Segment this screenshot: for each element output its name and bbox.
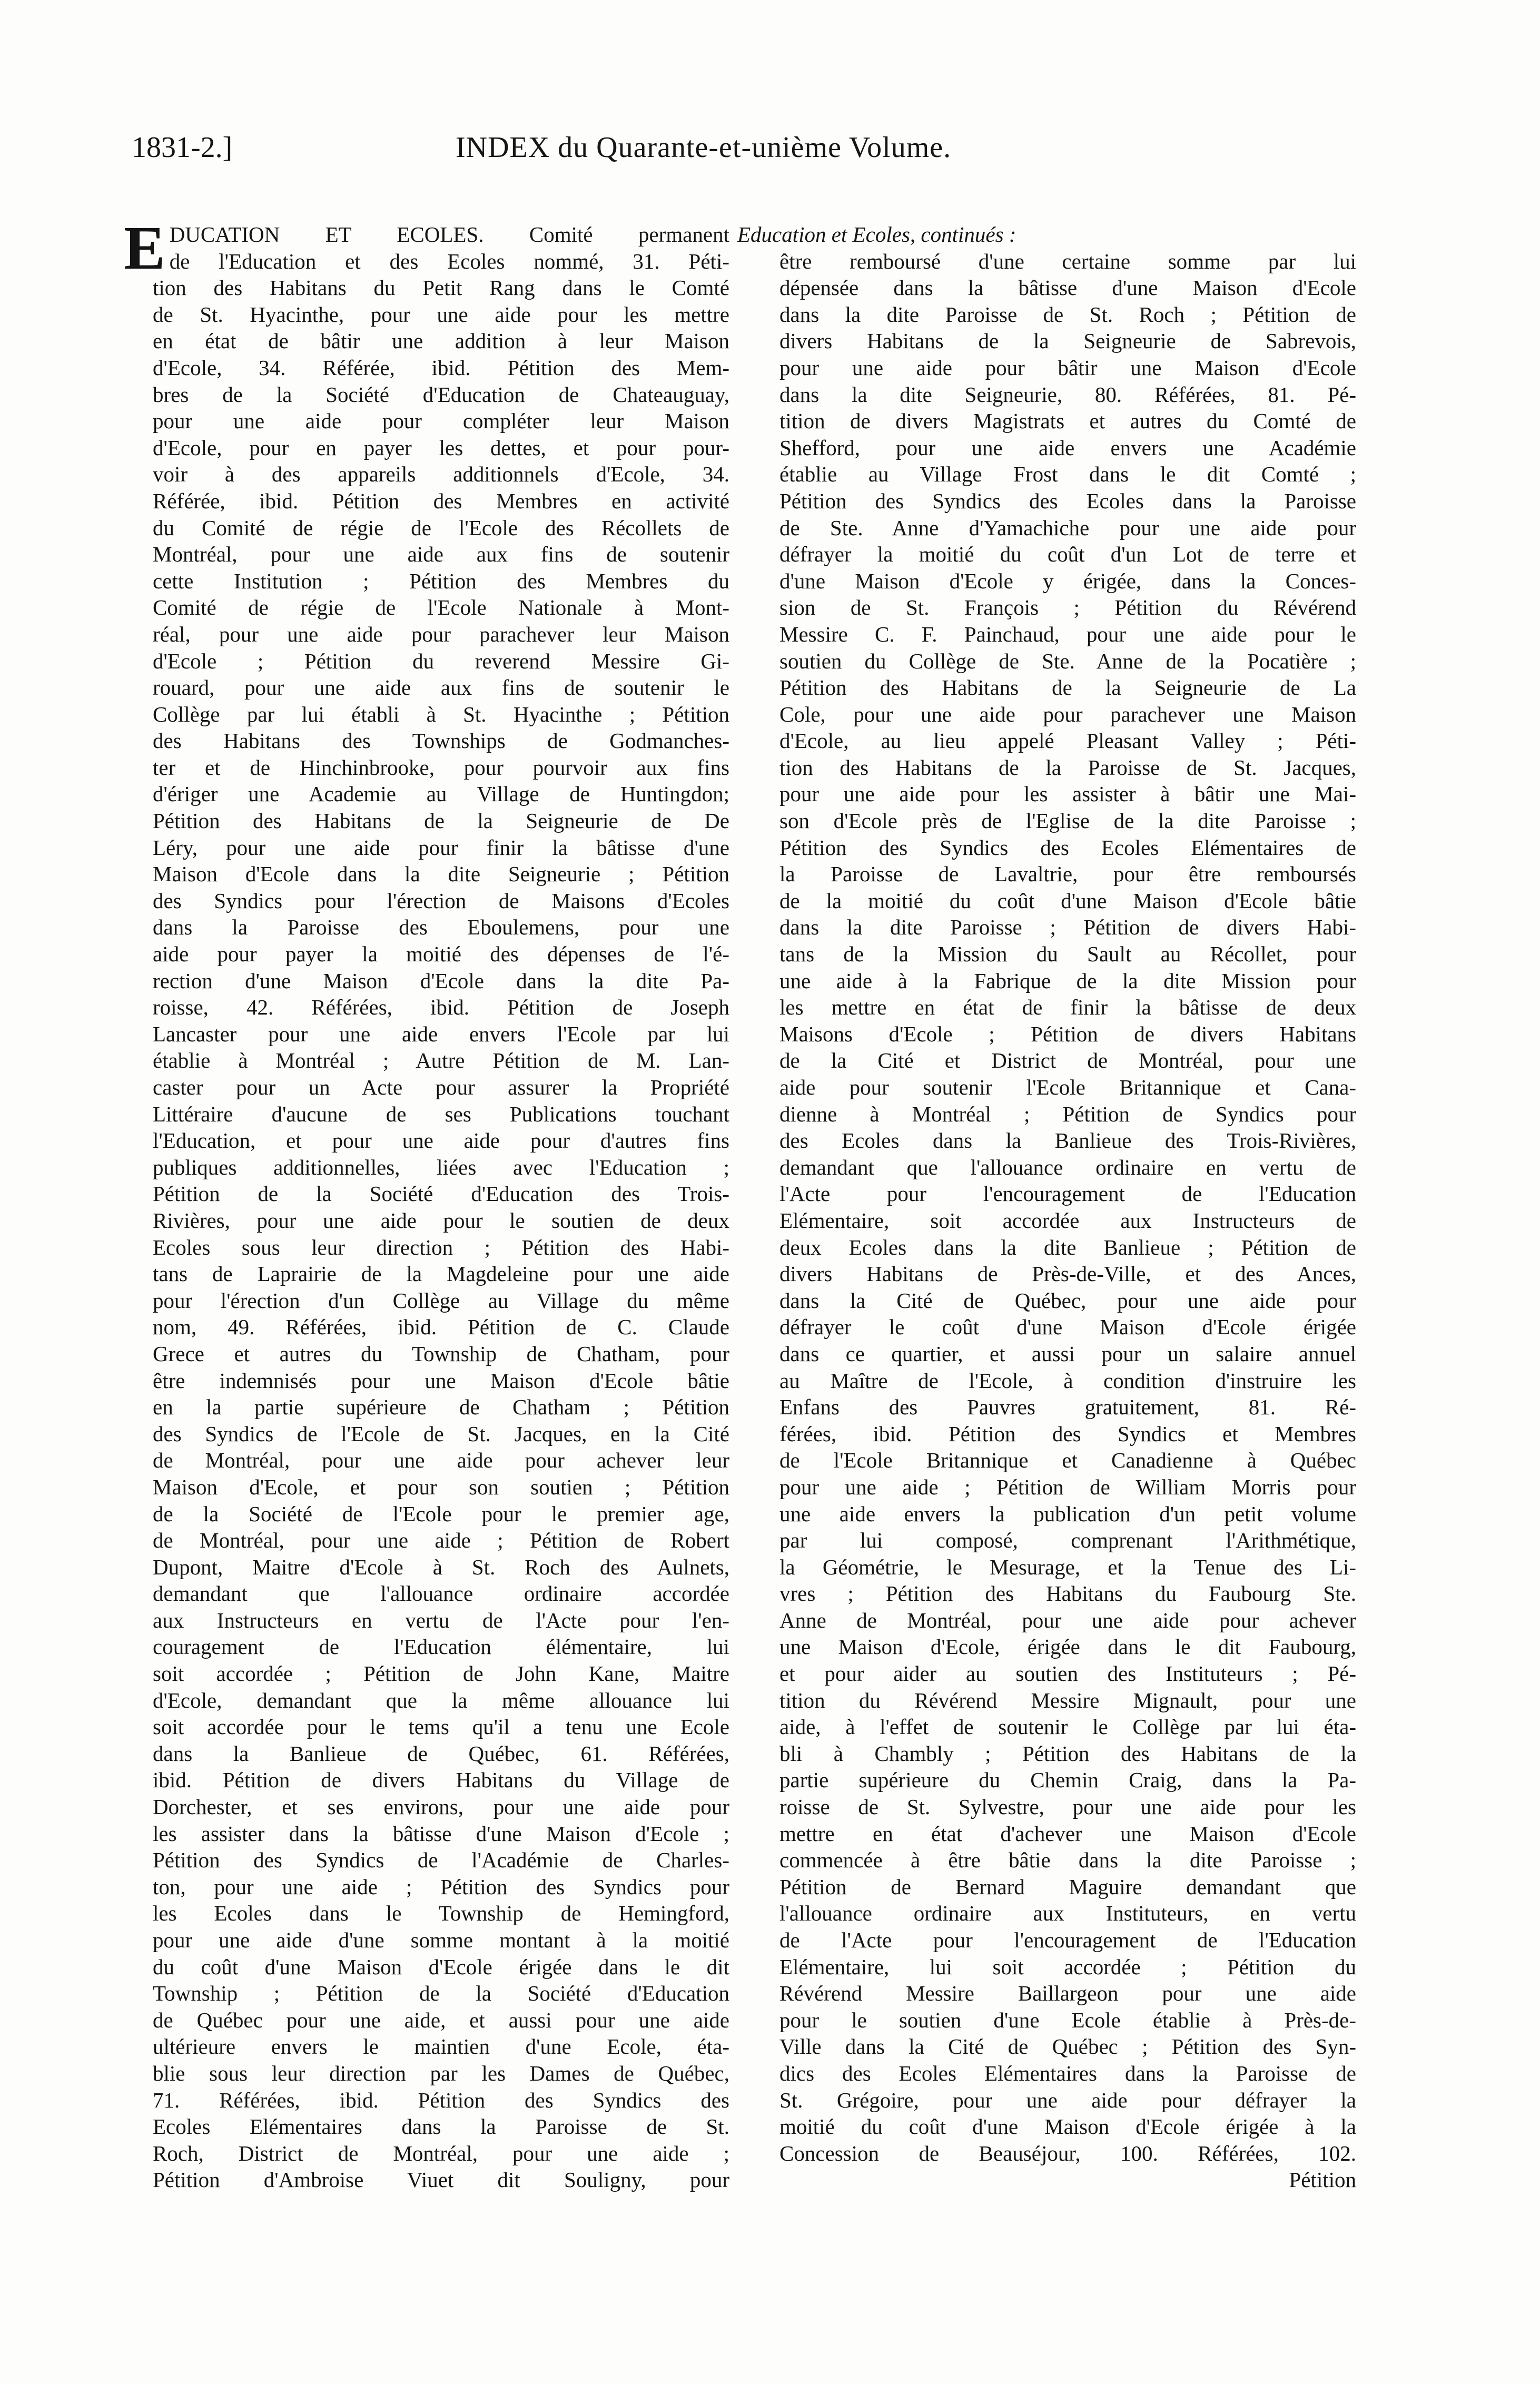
index-line: des Syndics de l'Ecole de St. Jacques, en la Cité bbox=[153, 1421, 729, 1446]
index-line: de la Cité et District de Montréal, pour une bbox=[779, 1048, 1356, 1073]
index-line: dans la Cité de Québec, pour une aide pour bbox=[779, 1288, 1356, 1313]
index-line: les mettre en état de finir la bâtisse de deux bbox=[779, 995, 1356, 1020]
index-line: ultérieure envers le maintien d'une Ecole, éta- bbox=[153, 2034, 729, 2059]
index-line: être indemnisés pour une Maison d'Ecole bâtie bbox=[153, 1368, 729, 1393]
index-line: pour une aide pour les assister à bâtir une Mai- bbox=[779, 782, 1356, 806]
index-line: Maisons d'Ecole ; Pétition de divers Habitans bbox=[779, 1021, 1356, 1046]
index-line: pour l'érection d'un Collège au Village du même bbox=[153, 1288, 729, 1313]
index-line: Pétition de la Société d'Education des Trois- bbox=[153, 1181, 729, 1206]
index-line: de St. Hyacinthe, pour une aide pour les mettre bbox=[153, 302, 729, 327]
index-line: mettre en état d'achever une Maison d'Ecole bbox=[779, 1821, 1356, 1846]
index-line: une aide à la Fabrique de la dite Mission pour bbox=[779, 968, 1356, 993]
index-line: dans la dite Paroisse de St. Roch ; Pétition de bbox=[779, 302, 1356, 327]
page-header bbox=[132, 126, 1401, 174]
index-line: de la Société de l'Ecole pour le premier age, bbox=[153, 1501, 729, 1526]
index-line: pour le soutien d'une Ecole établie à Près-de- bbox=[779, 2007, 1356, 2032]
index-line: bli à Chambly ; Pétition des Habitans de la bbox=[779, 1741, 1356, 1766]
index-line: Dorchester, et ses environs, pour une aide pour bbox=[153, 1795, 729, 1819]
index-line: de l'Ecole Britannique et Canadienne à Québec bbox=[779, 1448, 1356, 1473]
index-line: 71. Référées, ibid. Pétition des Syndics des bbox=[153, 2087, 729, 2112]
index-line: dans la dite Seigneurie, 80. Référées, 81. Pé- bbox=[779, 382, 1356, 407]
index-line: partie supérieure du Chemin Craig, dans la Pa- bbox=[779, 1768, 1356, 1793]
index-line: Elémentaire, soit accordée aux Instructeurs de bbox=[779, 1208, 1356, 1233]
index-line: être remboursé d'une certaine somme par lui bbox=[779, 249, 1356, 273]
index-line: Enfans des Pauvres gratuitement, 81. Ré- bbox=[779, 1395, 1356, 1420]
index-line: la Paroisse de Lavaltrie, pour être remboursés bbox=[779, 862, 1356, 887]
index-line: couragement de l'Education élémentaire, lui bbox=[153, 1634, 729, 1659]
index-line: de Montréal, pour une aide ; Pétition de Robert bbox=[153, 1528, 729, 1553]
index-line: Concession de Beauséjour, 100. Référées, 102. bbox=[779, 2141, 1356, 2165]
index-line: l'allouance ordinaire aux Instituteurs, en vertu bbox=[779, 1901, 1356, 1926]
index-line: sion de St. François ; Pétition du Révérend bbox=[779, 595, 1356, 620]
index-line: Littéraire d'aucune de ses Publications touchant bbox=[153, 1101, 729, 1126]
index-line: aide, à l'effet de soutenir le Collège par lui éta- bbox=[779, 1715, 1356, 1739]
index-line: d'Ecole, demandant que la même allouance lui bbox=[153, 1688, 729, 1712]
index-line: tans de Laprairie de la Magdeleine pour une aide bbox=[153, 1262, 729, 1286]
index-line: vres ; Pétition des Habitans du Faubourg Ste. bbox=[779, 1581, 1356, 1606]
index-line: Pétition d'Ambroise Viuet dit Souligny, pour bbox=[153, 2168, 729, 2192]
index-line: ibid. Pétition de divers Habitans du Village de bbox=[153, 1768, 729, 1793]
index-line: bres de la Société d'Education de Chateauguay, bbox=[153, 382, 729, 407]
index-line: de l'Acte pour l'encouragement de l'Education bbox=[779, 1928, 1356, 1952]
index-line: réal, pour une aide pour parachever leur Maison bbox=[153, 622, 729, 646]
index-line: Pétition des Syndics des Ecoles dans la Paroisse bbox=[779, 488, 1356, 513]
index-line: Révérend Messire Baillargeon pour une aide bbox=[779, 1981, 1356, 2006]
index-line: Maison d'Ecole, et pour son soutien ; Pétition bbox=[153, 1474, 729, 1499]
index-line: dans la Banlieue de Québec, 61. Référées, bbox=[153, 1741, 729, 1766]
index-line: Cole, pour une aide pour parachever une Maison bbox=[779, 702, 1356, 726]
index-line: une aide envers la publication d'un petit volume bbox=[779, 1501, 1356, 1526]
index-line: au Maître de l'Ecole, à condition d'instruire les bbox=[779, 1368, 1356, 1393]
index-line: et pour aider au soutien des Instituteurs ; Pé- bbox=[779, 1661, 1356, 1686]
index-line: férées, ibid. Pétition des Syndics et Membres bbox=[779, 1421, 1356, 1446]
index-line: blie sous leur direction par les Dames de Québec, bbox=[153, 2061, 729, 2085]
index-line: Pétition des Syndics des Ecoles Elémentaires de bbox=[779, 835, 1356, 860]
index-line: d'Ecole, au lieu appelé Pleasant Valley ; Péti- bbox=[779, 728, 1356, 753]
index-line: ter et de Hinchinbrooke, pour pourvoir aux fins bbox=[153, 755, 729, 780]
index-line: dienne à Montréal ; Pétition de Syndics pour bbox=[779, 1101, 1356, 1126]
index-line: soutien du Collège de Ste. Anne de la Pocatière ; bbox=[779, 648, 1356, 673]
page-title: INDEX du Quarante-et-unième Volume. bbox=[456, 131, 952, 164]
index-line: dépensée dans la bâtisse d'une Maison d'Ecole bbox=[779, 275, 1356, 300]
index-line: d'ériger une Academie au Village de Huntingdon; bbox=[153, 782, 729, 806]
index-line: Ecoles Elémentaires dans la Paroisse de St. bbox=[153, 2114, 729, 2139]
index-line: Référée, ibid. Pétition des Membres en activité bbox=[153, 488, 729, 513]
index-line: des Habitans des Townships de Godmanches- bbox=[153, 728, 729, 753]
index-line: Elémentaire, lui soit accordée ; Pétition du bbox=[779, 1954, 1356, 1979]
index-line: Ecoles sous leur direction ; Pétition des Habi- bbox=[153, 1235, 729, 1259]
index-line: d'Ecole ; Pétition du reverend Messire Gi- bbox=[153, 648, 729, 673]
index-line: divers Habitans de Près-de-Ville, et des Ances, bbox=[779, 1262, 1356, 1286]
index-line: défrayer la moitié du coût d'un Lot de terre et bbox=[779, 542, 1356, 567]
index-line: rection d'une Maison d'Ecole dans la dite Pa- bbox=[153, 968, 729, 993]
index-line: établie à Montréal ; Autre Pétition de M. Lan- bbox=[153, 1048, 729, 1073]
index-line: caster pour un Acte pour assurer la Propriété bbox=[153, 1075, 729, 1099]
index-line: voir à des appareils additionnels d'Ecole, 34. bbox=[153, 462, 729, 487]
index-line: en la partie supérieure de Chatham ; Pétition bbox=[153, 1395, 729, 1420]
index-line: une Maison d'Ecole, érigée dans le dit Faubourg, bbox=[779, 1634, 1356, 1659]
index-line: de Ste. Anne d'Yamachiche pour une aide pour bbox=[779, 515, 1356, 540]
index-line: dans la dite Paroisse ; Pétition de divers Habi- bbox=[779, 915, 1356, 940]
index-line: des Ecoles dans la Banlieue des Trois-Rivières, bbox=[779, 1128, 1356, 1153]
index-line: tition du Révérend Messire Mignault, pour une bbox=[779, 1688, 1356, 1712]
index-line: la Géométrie, le Mesurage, et la Tenue des Li- bbox=[779, 1554, 1356, 1579]
index-line: rouard, pour une aide aux fins de soutenir le bbox=[153, 675, 729, 700]
index-line: moitié du coût d'une Maison d'Ecole érigée à la bbox=[779, 2114, 1356, 2139]
index-line: Pétition des Habitans de la Seigneurie de De bbox=[153, 809, 729, 833]
index-line: des Syndics pour l'érection de Maisons d'Ecoles bbox=[153, 888, 729, 913]
continuation-heading bbox=[737, 221, 1356, 248]
index-line: nom, 49. Référées, ibid. Pétition de C. Claude bbox=[153, 1315, 729, 1340]
index-line: en état de bâtir une addition à leur Maison bbox=[153, 329, 729, 353]
index-line: tion des Habitans du Petit Rang dans le Comté bbox=[153, 275, 729, 300]
index-line: défrayer le coût d'une Maison d'Ecole érigée bbox=[779, 1315, 1356, 1340]
index-line: dans la Paroisse des Eboulemens, pour une bbox=[153, 915, 729, 940]
index-line: publiques additionnelles, liées avec l'Education ; bbox=[153, 1155, 729, 1179]
index-line: Montréal, pour une aide aux fins de soutenir bbox=[153, 542, 729, 567]
index-line: Grece et autres du Township de Chatham, pour bbox=[153, 1341, 729, 1366]
index-line: Anne de Montréal, pour une aide pour achever bbox=[779, 1608, 1356, 1632]
index-line: divers Habitans de la Seigneurie de Sabrevois, bbox=[779, 329, 1356, 353]
index-line: roisse, 42. Référées, ibid. Pétition de Joseph bbox=[153, 995, 729, 1020]
index-line: Shefford, pour une aide envers une Académie bbox=[779, 435, 1356, 460]
drop-cap: E bbox=[124, 213, 165, 282]
index-line: St. Grégoire, pour une aide pour défrayer la bbox=[779, 2087, 1356, 2112]
index-line: Pétition de Bernard Maguire demandant que bbox=[779, 1874, 1356, 1899]
index-line: pour une aide d'une somme montant à la moitié bbox=[153, 1928, 729, 1952]
index-line: Ville dans la Cité de Québec ; Pétition des Syn- bbox=[779, 2034, 1356, 2059]
left-column bbox=[124, 213, 729, 2193]
index-line: pour une aide pour bâtir une Maison d'Ecole bbox=[779, 355, 1356, 380]
index-line: Collège par lui établi à St. Hyacinthe ; Pétition bbox=[153, 702, 729, 726]
index-line: aide pour payer la moitié des dépenses de l'é- bbox=[153, 942, 729, 967]
index-line: Comité de régie de l'Ecole Nationale à Mont- bbox=[153, 595, 729, 620]
index-line: Dupont, Maitre d'Ecole à St. Roch des Aulnets, bbox=[153, 1554, 729, 1579]
index-line: les Ecoles dans le Township de Hemingford, bbox=[153, 1901, 729, 1926]
index-line: dans ce quartier, et aussi pour un salaire annuel bbox=[779, 1341, 1356, 1366]
index-line: Léry, pour une aide pour finir la bâtisse d'une bbox=[153, 835, 729, 860]
index-line: de Québec pour une aide, et aussi pour une aide bbox=[153, 2007, 729, 2032]
index-line: dics des Ecoles Elémentaires dans la Paroisse de bbox=[779, 2061, 1356, 2085]
index-line: Pétition des Syndics de l'Académie de Charles- bbox=[153, 1848, 729, 1873]
page-range: 1831-2.] bbox=[132, 131, 233, 164]
index-line: Pétition des Habitans de la Seigneurie de La bbox=[779, 675, 1356, 700]
index-line: Maison d'Ecole dans la dite Seigneurie ; Pétition bbox=[153, 862, 729, 887]
index-line: de la moitié du coût d'une Maison d'Ecole bâtie bbox=[779, 888, 1356, 913]
index-line: son d'Ecole près de l'Eglise de la dite Paroisse ; bbox=[779, 809, 1356, 833]
index-line: Township ; Pétition de la Société d'Education bbox=[153, 1981, 729, 2006]
index-line: cette Institution ; Pétition des Membres du bbox=[153, 568, 729, 593]
index-line: pour une aide pour compléter leur Maison bbox=[153, 409, 729, 434]
index-line: par lui composé, comprenant l'Arithmétique, bbox=[779, 1528, 1356, 1553]
index-line: établie au Village Frost dans le dit Comté ; bbox=[779, 462, 1356, 487]
index-line: commencée à être bâtie dans la dite Paroisse ; bbox=[779, 1848, 1356, 1873]
index-line: Lancaster pour une aide envers l'Ecole par lui bbox=[153, 1021, 729, 1046]
index-line: du Comité de régie de l'Ecole des Récollets de bbox=[153, 515, 729, 540]
index-line: Roch, District de Montréal, pour une aide ; bbox=[153, 2141, 729, 2165]
index-line: les assister dans la bâtisse d'une Maison d'Ecole ; bbox=[153, 1821, 729, 1846]
index-line: aide pour soutenir l'Ecole Britannique et Cana- bbox=[779, 1075, 1356, 1099]
index-line: l'Acte pour l'encouragement de l'Education bbox=[779, 1181, 1356, 1206]
index-line: Rivières, pour une aide pour le soutien de deux bbox=[153, 1208, 729, 1233]
index-line: aux Instructeurs en vertu de l'Acte pour l'en- bbox=[153, 1608, 729, 1632]
index-line: d'Ecole, 34. Référée, ibid. Pétition des Mem- bbox=[153, 355, 729, 380]
index-line: soit accordée pour le tems qu'il a tenu une Ecole bbox=[153, 1715, 729, 1739]
index-line: d'Ecole, pour en payer les dettes, et pour pour- bbox=[153, 435, 729, 460]
heading-text: Education et Ecoles, continués : bbox=[737, 222, 1016, 247]
right-column bbox=[737, 221, 1356, 2193]
index-line: pour une aide ; Pétition de William Morris pour bbox=[779, 1474, 1356, 1499]
index-line: d'une Maison d'Ecole y érigée, dans la Conces- bbox=[779, 568, 1356, 593]
catchword: Pétition bbox=[1289, 2168, 1356, 2192]
index-line: tion des Habitans de la Paroisse de St. Jacques, bbox=[779, 755, 1356, 780]
index-line: DUCATION ET ECOLES. Comité permanent bbox=[169, 222, 729, 247]
index-line: soit accordée ; Pétition de John Kane, Maitre bbox=[153, 1661, 729, 1686]
index-line: demandant que l'allouance ordinaire en vertu de bbox=[779, 1155, 1356, 1179]
index-line: de Montréal, pour une aide pour achever leur bbox=[153, 1448, 729, 1473]
index-line: de l'Education et des Ecoles nommé, 31. Péti- bbox=[169, 249, 729, 273]
index-line: Messire C. F. Painchaud, pour une aide pour le bbox=[779, 622, 1356, 646]
index-line: du coût d'une Maison d'Ecole érigée dans le dit bbox=[153, 1954, 729, 1979]
index-line: ton, pour une aide ; Pétition des Syndics pour bbox=[153, 1874, 729, 1899]
index-line: demandant que l'allouance ordinaire accordée bbox=[153, 1581, 729, 1606]
index-line: tition de divers Magistrats et autres du Comté de bbox=[779, 409, 1356, 434]
index-line: l'Education, et pour une aide pour d'autres fins bbox=[153, 1128, 729, 1153]
index-line: tans de la Mission du Sault au Récollet, pour bbox=[779, 942, 1356, 967]
index-line: roisse de St. Sylvestre, pour une aide pour les bbox=[779, 1795, 1356, 1819]
index-line: deux Ecoles dans la dite Banlieue ; Pétition de bbox=[779, 1235, 1356, 1259]
